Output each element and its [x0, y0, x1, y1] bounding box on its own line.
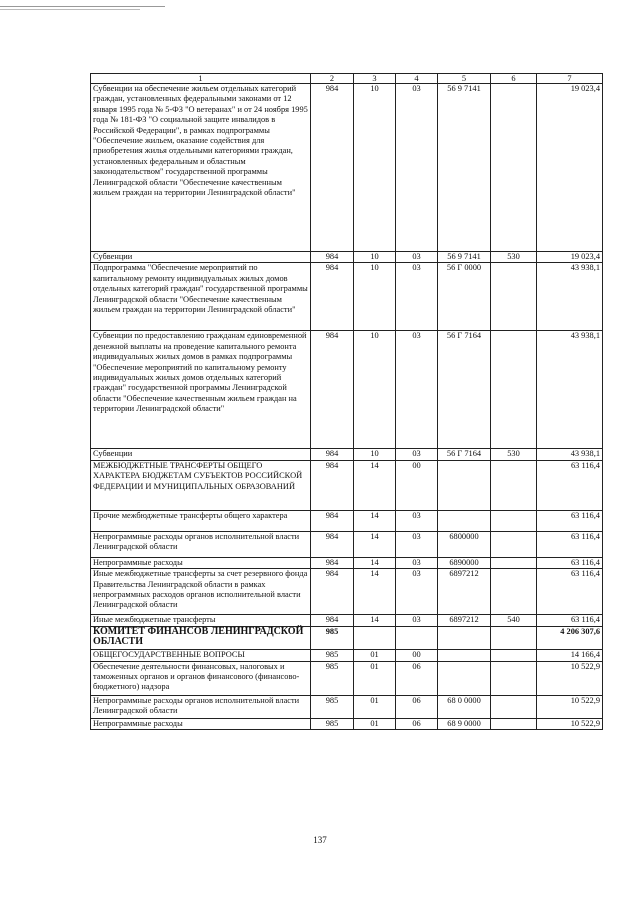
- ministry-code: 984: [311, 331, 354, 449]
- amount: 63 116,4: [537, 531, 603, 557]
- amount: 14 166,4: [537, 649, 603, 661]
- column-header-2: 2: [311, 74, 354, 84]
- row-description: Субвенции по предоставлению гражданам единовременной денежной выплаты на проведение капитального ремонта индивидуальных жилых домов в рамках подпрограммы "Обеспечение мероприятий по капитальному ремонту индивидуальных жилых домов отдельных категорий граждан" государственной программы Ленинградской области "Обеспечение качественным жильем граждан на территории Ленинградской области": [91, 331, 311, 449]
- target-code: [438, 510, 491, 531]
- subsection-code: 03: [396, 510, 438, 531]
- subsection-code: 06: [396, 695, 438, 718]
- subsection-code: [396, 626, 438, 649]
- section-code: 14: [354, 531, 396, 557]
- subsection-code: 06: [396, 718, 438, 729]
- header-rule: [0, 6, 165, 7]
- section-code: 01: [354, 661, 396, 695]
- expense-type-code: 530: [491, 449, 537, 460]
- expense-type-code: 540: [491, 615, 537, 626]
- section-code: 10: [354, 449, 396, 460]
- table-row: [91, 615, 603, 626]
- ministry-code: 984: [311, 460, 354, 510]
- ministry-code: 984: [311, 510, 354, 531]
- expense-type-code: [491, 626, 537, 649]
- expense-type-code: [491, 531, 537, 557]
- amount: 63 116,4: [537, 615, 603, 626]
- column-number-row: [91, 74, 603, 84]
- row-description: Иные межбюджетные трансферты за счет резервного фонда Правительства Ленинградской области в рамках непрограммных расходов органов исполнительной власти Ленинградской области: [91, 569, 311, 615]
- table-row: [91, 718, 603, 729]
- target-code: [438, 460, 491, 510]
- amount: 63 116,4: [537, 460, 603, 510]
- subsection-code: 03: [396, 331, 438, 449]
- table-row: [91, 252, 603, 263]
- expense-type-code: [491, 331, 537, 449]
- subsection-code: 00: [396, 460, 438, 510]
- amount: 10 522,9: [537, 718, 603, 729]
- ministry-code: 985: [311, 718, 354, 729]
- target-code: 56 Г 7164: [438, 449, 491, 460]
- table-row: [91, 569, 603, 615]
- amount: 63 116,4: [537, 557, 603, 568]
- target-code: [438, 626, 491, 649]
- section-code: 10: [354, 331, 396, 449]
- amount: 19 023,4: [537, 84, 603, 252]
- ministry-code: 984: [311, 252, 354, 263]
- ministry-code: 984: [311, 449, 354, 460]
- table-row: [91, 510, 603, 531]
- target-code: 6800000: [438, 531, 491, 557]
- section-code: 10: [354, 84, 396, 252]
- subsection-code: 06: [396, 661, 438, 695]
- row-description: Непрограммные расходы: [91, 557, 311, 568]
- subsection-code: 03: [396, 531, 438, 557]
- section-code: 14: [354, 460, 396, 510]
- subsection-code: 03: [396, 449, 438, 460]
- amount: 4 206 307,6: [537, 626, 603, 649]
- row-description: Обеспечение деятельности финансовых, налоговых и таможенных органов и органов финансового (финансово-бюджетного) надзора: [91, 661, 311, 695]
- expense-type-code: [491, 460, 537, 510]
- row-description: Прочие межбюджетные трансферты общего характера: [91, 510, 311, 531]
- section-code: 01: [354, 649, 396, 661]
- column-header-7: 7: [537, 74, 603, 84]
- expense-type-code: [491, 510, 537, 531]
- column-header-1: 1: [91, 74, 311, 84]
- ministry-code: 985: [311, 649, 354, 661]
- row-description: Непрограммные расходы органов исполнительной власти Ленинградской области: [91, 695, 311, 718]
- page-number: 137: [313, 835, 327, 845]
- row-description: Субвенции: [91, 449, 311, 460]
- row-description: ОБЩЕГОСУДАРСТВЕННЫЕ ВОПРОСЫ: [91, 649, 311, 661]
- section-code: 10: [354, 252, 396, 263]
- column-header-5: 5: [438, 74, 491, 84]
- target-code: 68 0 0000: [438, 695, 491, 718]
- amount: 63 116,4: [537, 569, 603, 615]
- section-code: 14: [354, 569, 396, 615]
- table-row: [91, 661, 603, 695]
- ministry-code: 985: [311, 626, 354, 649]
- ministry-code: 984: [311, 263, 354, 331]
- amount: 43 938,1: [537, 263, 603, 331]
- table-row: [91, 531, 603, 557]
- amount: 19 023,4: [537, 252, 603, 263]
- ministry-code: 984: [311, 557, 354, 568]
- target-code: 6897212: [438, 569, 491, 615]
- expense-type-code: [491, 718, 537, 729]
- expense-type-code: [491, 695, 537, 718]
- target-code: [438, 649, 491, 661]
- section-code: 01: [354, 695, 396, 718]
- target-code: 56 9 7141: [438, 252, 491, 263]
- subsection-code: 03: [396, 252, 438, 263]
- subsection-code: 03: [396, 615, 438, 626]
- expense-type-code: 530: [491, 252, 537, 263]
- expense-type-code: [491, 84, 537, 252]
- amount: 10 522,9: [537, 695, 603, 718]
- expense-type-code: [491, 649, 537, 661]
- table-row: [91, 263, 603, 331]
- table-row: [91, 449, 603, 460]
- table-row: [91, 84, 603, 252]
- section-code: 14: [354, 510, 396, 531]
- table-row: [91, 331, 603, 449]
- row-description: МЕЖБЮДЖЕТНЫЕ ТРАНСФЕРТЫ ОБЩЕГО ХАРАКТЕРА БЮДЖЕТАМ СУБЪЕКТОВ РОССИЙСКОЙ ФЕДЕРАЦИИ И МУНИЦИПАЛЬНЫХ ОБРАЗОВАНИЙ: [91, 460, 311, 510]
- header-rule-secondary: [0, 9, 140, 10]
- amount: 10 522,9: [537, 661, 603, 695]
- amount: 43 938,1: [537, 449, 603, 460]
- target-code: 6897212: [438, 615, 491, 626]
- table-row: [91, 626, 603, 649]
- ministry-code: 984: [311, 569, 354, 615]
- row-description: Субвенции: [91, 252, 311, 263]
- expense-type-code: [491, 661, 537, 695]
- target-code: 56 9 7141: [438, 84, 491, 252]
- section-code: 01: [354, 718, 396, 729]
- table-row: [91, 557, 603, 568]
- table-row: [91, 460, 603, 510]
- subsection-code: 00: [396, 649, 438, 661]
- row-description: Иные межбюджетные трансферты: [91, 615, 311, 626]
- expense-type-code: [491, 263, 537, 331]
- column-header-3: 3: [354, 74, 396, 84]
- subsection-code: 03: [396, 84, 438, 252]
- subsection-code: 03: [396, 263, 438, 331]
- row-description: КОМИТЕТ ФИНАНСОВ ЛЕНИНГРАДСКОЙ ОБЛАСТИ: [91, 626, 311, 649]
- section-code: 14: [354, 615, 396, 626]
- table-row: [91, 649, 603, 661]
- ministry-code: 984: [311, 615, 354, 626]
- row-description: Непрограммные расходы органов исполнительной власти Ленинградской области: [91, 531, 311, 557]
- column-header-4: 4: [396, 74, 438, 84]
- expense-type-code: [491, 569, 537, 615]
- section-code: 10: [354, 263, 396, 331]
- amount: 43 938,1: [537, 331, 603, 449]
- target-code: 56 Г 0000: [438, 263, 491, 331]
- ministry-code: 984: [311, 84, 354, 252]
- table-row: [91, 695, 603, 718]
- column-header-6: 6: [491, 74, 537, 84]
- amount: 63 116,4: [537, 510, 603, 531]
- row-description: Субвенции на обеспечение жильем отдельных категорий граждан, установленных федеральными законами от 12 января 1995 года № 5-ФЗ "О ветеранах" и от 24 ноября 1995 года № 181-ФЗ "О социальной защите инвалидов в Российской Федерации", в рамках подпрограммы "Обеспечение жильем, оказание содействия для приобретения жилья отдельными категориями граждан, установленных федеральным и областным законодательством" государственной программы Ленинградской области "Обеспечение качественным жильем граждан на территории Ленинградской области": [91, 84, 311, 252]
- ministry-code: 984: [311, 531, 354, 557]
- row-description: Подпрограмма "Обеспечение мероприятий по капитальному ремонту индивидуальных жилых домов отдельных категорий граждан" государственной программы Ленинградской области "Обеспечение качественным жильем граждан на территории Ленинградской области": [91, 263, 311, 331]
- target-code: 68 9 0000: [438, 718, 491, 729]
- subsection-code: 03: [396, 557, 438, 568]
- target-code: [438, 661, 491, 695]
- section-code: [354, 626, 396, 649]
- ministry-code: 985: [311, 695, 354, 718]
- subsection-code: 03: [396, 569, 438, 615]
- target-code: 56 Г 7164: [438, 331, 491, 449]
- target-code: 6890000: [438, 557, 491, 568]
- ministry-code: 985: [311, 661, 354, 695]
- budget-table: [90, 73, 603, 730]
- expense-type-code: [491, 557, 537, 568]
- section-code: 14: [354, 557, 396, 568]
- row-description: Непрограммные расходы: [91, 718, 311, 729]
